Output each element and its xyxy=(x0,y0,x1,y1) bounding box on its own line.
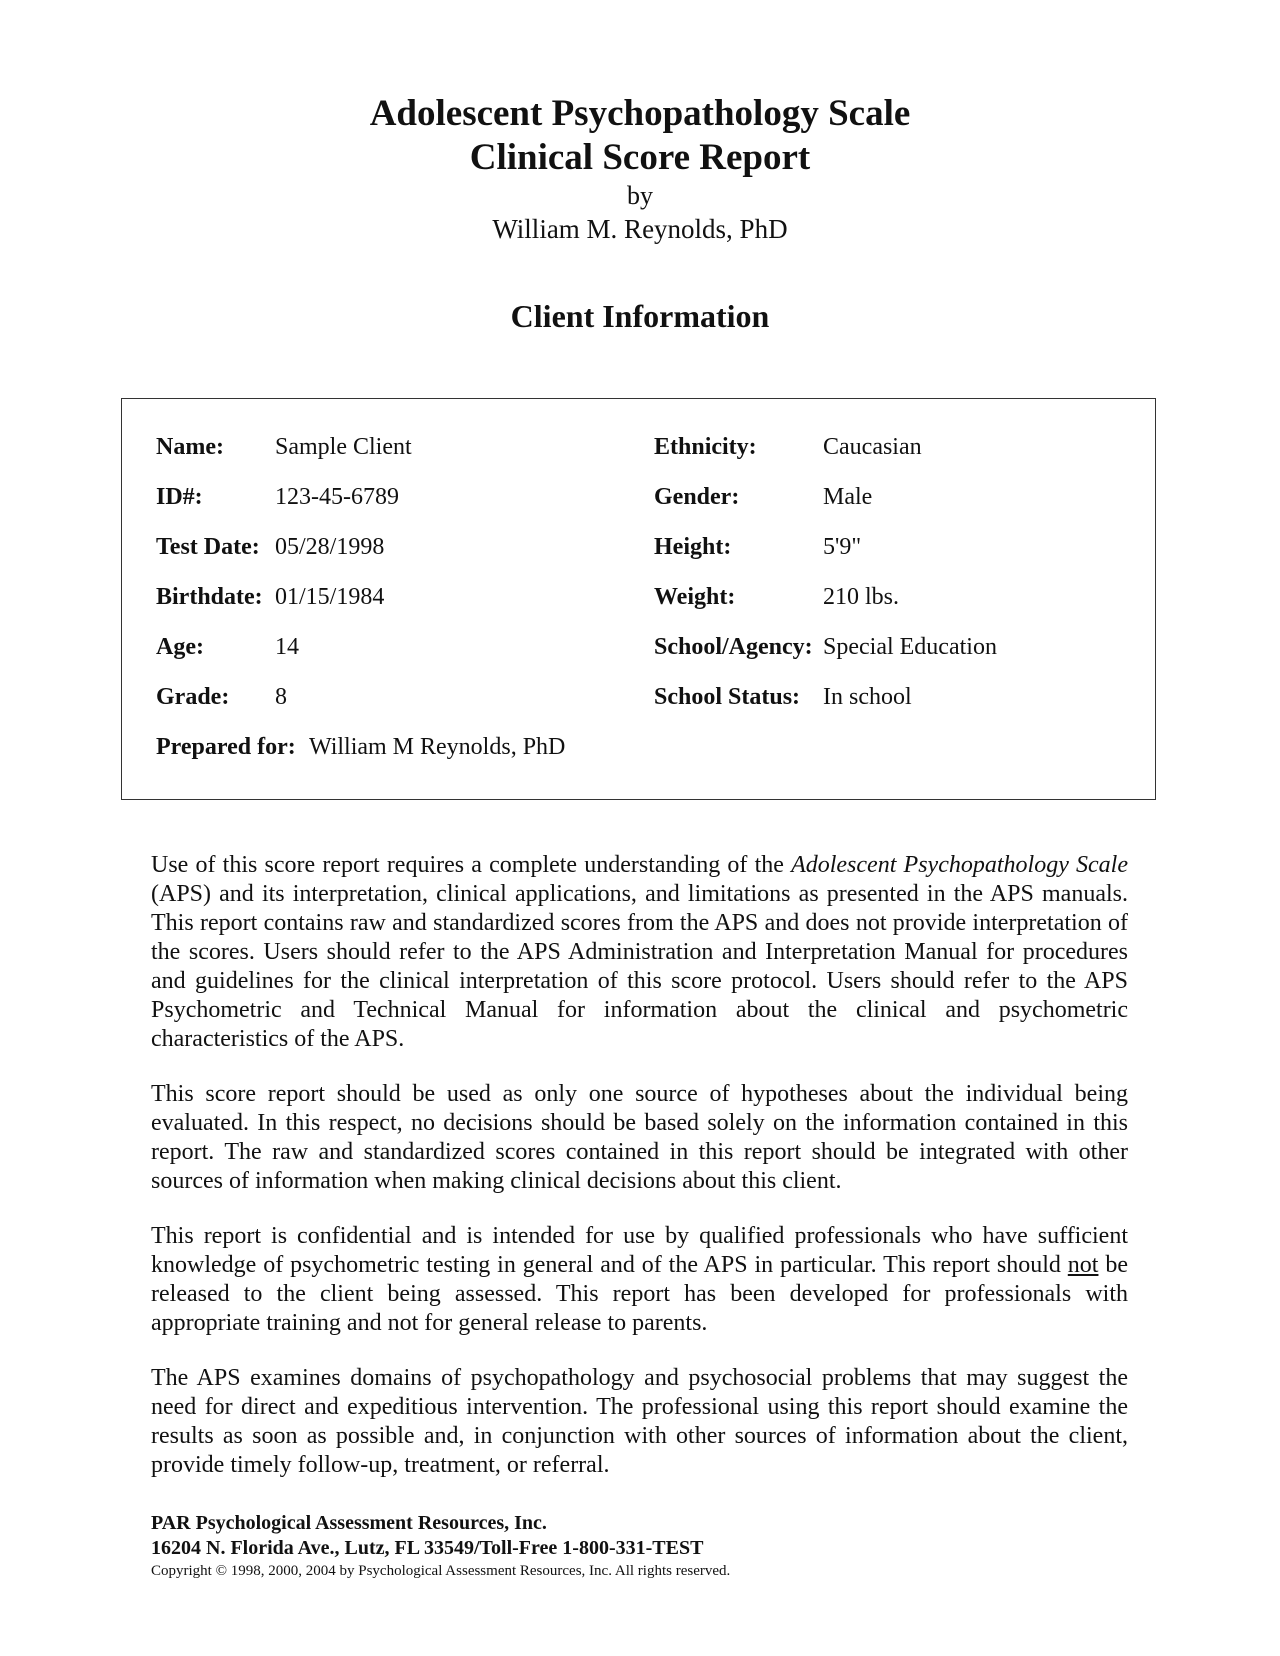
gender-label: Gender: xyxy=(654,484,740,510)
id-value: 123-45-6789 xyxy=(275,484,399,510)
test-date-value: 05/28/1998 xyxy=(275,534,385,560)
publisher-footer xyxy=(151,1511,1151,1581)
ethnicity-value: Caucasian xyxy=(823,434,922,460)
report-subtitle: Clinical Score Report xyxy=(469,137,811,178)
height-value: 5'9" xyxy=(823,534,862,560)
paragraph-domains: The APS examines domains of psychopathology and psychosocial problems that may suggest the need for direct and expeditious intervention. The professional using this report should examine the results as soon as possible and, in conjunction with other sources of information about the client, provide timely follow-up, treatment, or referral. xyxy=(151,1365,1128,1478)
paragraph-confidential-lead: This report is confidential and is intended for use by qualified professionals who have sufficient knowledge of psychometric testing in general and of the APS in particular. This report should xyxy=(151,1223,1128,1278)
id-label: ID#: xyxy=(156,484,203,510)
name-value: Sample Client xyxy=(275,434,412,460)
paragraph-confidential-underline: not xyxy=(1067,1252,1099,1278)
author-name: William M. Reynolds, PhD xyxy=(492,214,788,244)
weight-value: 210 lbs. xyxy=(823,584,900,610)
paragraph-usage-lead: Use of this score report requires a complete understanding of the xyxy=(151,852,792,878)
age-label: Age: xyxy=(156,634,204,660)
report-title: Adolescent Psychopathology Scale xyxy=(369,93,911,134)
school-status-value: In school xyxy=(823,684,912,710)
ethnicity-label: Ethnicity: xyxy=(654,434,757,460)
birthdate-value: 01/15/1984 xyxy=(275,584,385,610)
publisher-name: PAR Psychological Assessment Resources, Inc. xyxy=(151,1512,547,1534)
school-agency-label: School/Agency: xyxy=(654,634,813,660)
client-info-box xyxy=(121,398,1156,800)
grade-label: Grade: xyxy=(156,684,230,710)
gender-value: Male xyxy=(823,484,873,510)
paragraph-confidential-rest: be released to the client being assessed. This report has been developed for professionals with appropriate training and not for general release to parents. xyxy=(151,1252,1128,1336)
prepared-for-label: Prepared for: xyxy=(156,734,296,760)
height-label: Height: xyxy=(654,534,732,560)
publisher-address: 16204 N. Florida Ave., Lutz, FL 33549/Toll-Free 1-800-331-TEST xyxy=(151,1537,704,1559)
by-text: by xyxy=(627,181,653,210)
name-label: Name: xyxy=(156,434,224,460)
paragraph-confidential xyxy=(151,1222,1128,1338)
paragraph-usage xyxy=(151,851,1128,1054)
paragraph-usage-rest: (APS) and its interpretation, clinical applications, and limitations as presented in the APS manuals. This report contains raw and standardized scores from the APS and does not provide interpretation of the scores. Users should refer to the APS Administration and Interpretation Manual for procedures and guidelines for the clinical interpretation of this score protocol. Users should refer to the APS Psychometric and Technical Manual for information about the clinical and psychometric characteristics of the APS. xyxy=(151,881,1128,1052)
paragraph-hypotheses: This score report should be used as only one source of hypotheses about the individual being evaluated. In this respect, no decisions should be based solely on the information contained in this report. The raw and standardized scores contained in this report should be integrated with other sources of information when making clinical decisions about this client. xyxy=(151,1081,1128,1194)
paragraph-usage-italic: Adolescent Psychopathology Scale xyxy=(791,852,1128,878)
school-agency-value: Special Education xyxy=(823,634,997,660)
prepared-for-value: William M Reynolds, PhD xyxy=(309,734,566,760)
birthdate-label: Birthdate: xyxy=(156,584,263,610)
copyright-notice: Copyright © 1998, 2000, 2004 by Psychological Assessment Resources, Inc. All rights reserved. xyxy=(151,1563,731,1579)
age-value: 14 xyxy=(275,634,299,660)
report-header xyxy=(0,92,1280,246)
test-date-label: Test Date: xyxy=(156,534,260,560)
weight-label: Weight: xyxy=(654,584,736,610)
client-information-heading: Client Information xyxy=(510,298,770,334)
grade-value: 8 xyxy=(275,684,287,710)
report-disclaimer-body xyxy=(151,851,1128,1480)
school-status-label: School Status: xyxy=(654,684,801,710)
